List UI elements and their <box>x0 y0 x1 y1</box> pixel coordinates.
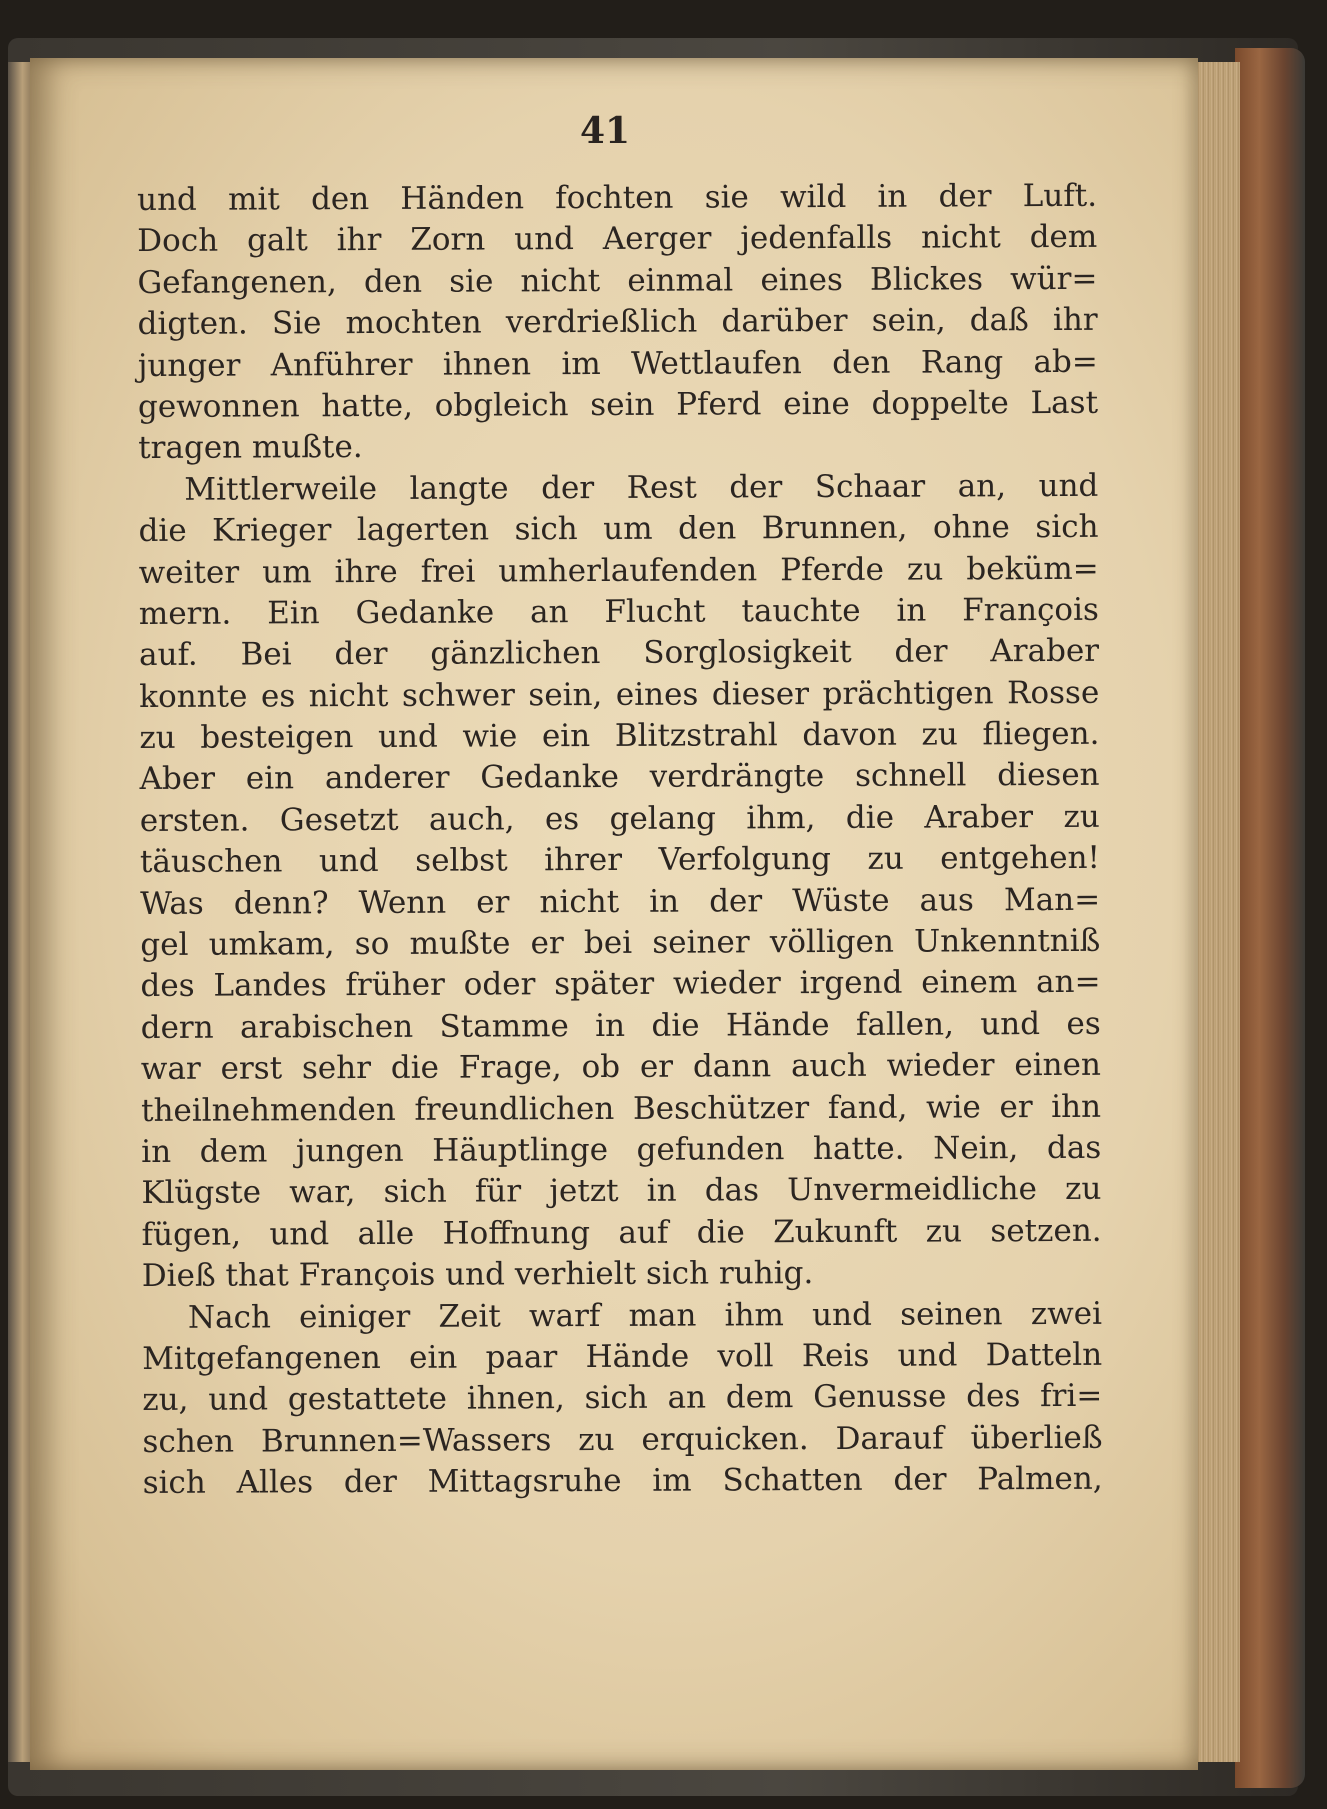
text-line: mern. Ein Gedanke an Flucht tauchte in François <box>138 591 1099 632</box>
text-line: gewonnen hatte, obgleich sein Pferd eine doppelte Last <box>137 384 1099 425</box>
previous-page-edge <box>8 62 32 1762</box>
text-line: theilnehmenden freundlichen Beschützer fand, wie er ihn <box>140 1088 1102 1129</box>
text-line: Aber ein anderer Gedanke verdrängte schnell diesen <box>139 757 1100 798</box>
text-line: Mitgefangenen ein paar Hände voll Reis und Datteln <box>142 1336 1103 1377</box>
text-line: dern arabischen Stamme in die Hände fallen, und es <box>140 1005 1101 1046</box>
text-line: zu besteigen und wie ein Blitzstrahl davon zu fliegen. <box>139 715 1100 757</box>
text-line: täuschen und selbst ihrer Verfolgung zu entgehen! <box>139 840 1101 881</box>
text-line: des Landes früher oder später wieder irgend einem an= <box>140 964 1101 1005</box>
text-line: auf. Bei der gänzlichen Sorglosigkeit der Araber <box>138 633 1100 674</box>
text-line: digten. Sie mochten verdrießlich darüber sein, daß ihr <box>137 301 1098 343</box>
text-line: sich Alles der Mittagsruhe im Schatten der Palmen, <box>142 1460 1103 1502</box>
text-line: tragen mußte. <box>138 429 363 467</box>
text-line: Gefangenen, den sie nicht einmal eines Blickes wür= <box>137 260 1098 301</box>
text-line: junger Anführer ihnen im Wettlaufen den Rang ab= <box>137 343 1098 384</box>
text-line: Nach einiger Zeit warf man ihm und seinen zwei <box>187 1295 1103 1336</box>
text-line: Doch galt ihr Zorn und Aerger jedenfalls nicht dem <box>137 219 1098 260</box>
text-line: weiter um ihre frei umherlaufenden Pferde zu beküm= <box>138 550 1099 591</box>
text-line: schen Brunnen=Wassers zu erquicken. Darauf überließ <box>142 1419 1103 1460</box>
text-line: fügen, und alle Hoffnung auf die Zukunft zu setzen. <box>141 1212 1102 1253</box>
text-line: Klügste war, sich für jetzt in das Unvermeidliche zu <box>141 1171 1102 1212</box>
text-line: war erst sehr die Frage, ob er dann auch wieder einen <box>140 1047 1101 1088</box>
text-line: die Krieger lagerten sich um den Brunnen, ohne sich <box>138 508 1099 550</box>
text-line: gel umkam, so mußte er bei seiner völligen Unkenntniß <box>140 922 1101 964</box>
text-line: ersten. Gesetzt auch, es gelang ihm, die Araber zu <box>139 798 1100 839</box>
text-line: Mittlerweile langte der Rest der Schaar an, und <box>184 467 1099 508</box>
leather-spine-edge <box>1235 48 1305 1788</box>
text-line: und mit den Händen fochten sie wild in der Luft. <box>137 177 1098 218</box>
body-text <box>137 176 1103 1505</box>
text-line: konnte es nicht schwer sein, eines dieser prächtigen Rosse <box>139 674 1100 715</box>
text-line: Dieß that François und verhielt sich ruhig. <box>141 1255 814 1295</box>
text-line: Was denn? Wenn er nicht in der Wüste aus Man= <box>140 881 1101 922</box>
text-line: zu, und gestattete ihnen, sich an dem Genusse des fri= <box>142 1378 1103 1419</box>
text-line: in dem jungen Häuptlinge gefunden hatte. Nein, das <box>141 1129 1102 1170</box>
page-number: 41 <box>579 110 631 152</box>
